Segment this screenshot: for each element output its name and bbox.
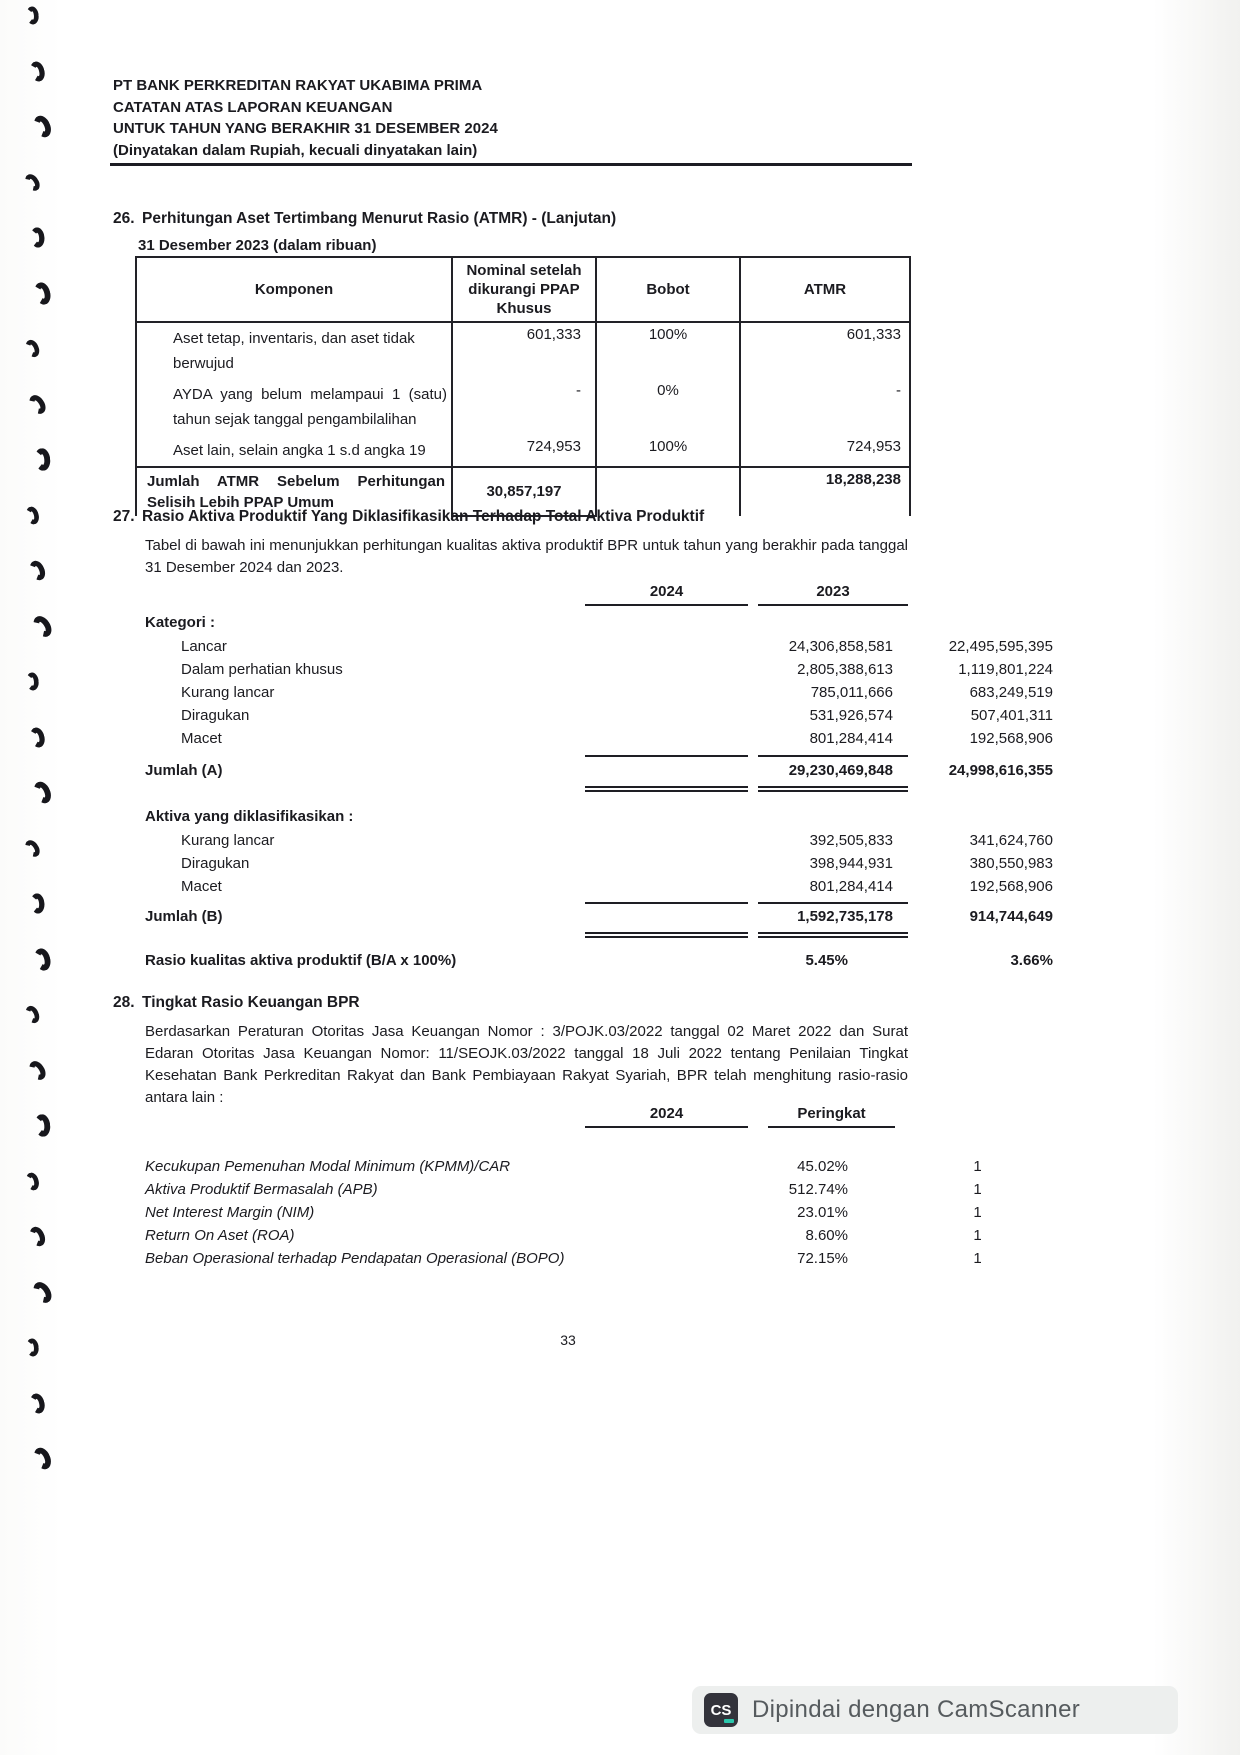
list-item: Dalam perhatian khusus 2,805,388,613 1,119,801,224 — [181, 661, 1053, 678]
row-komponen: Aset lain, selain angka 1 s.d angka 19 — [136, 435, 452, 467]
row-atmr: 601,333 — [740, 322, 910, 379]
list-item: Macet 801,284,414 192,568,906 — [181, 878, 1053, 895]
camscanner-icon: CS — [704, 1693, 738, 1727]
ratio-row: Return On Aset (ROA) 8.60% 1 — [145, 1227, 982, 1244]
atmr-table — [135, 256, 911, 517]
total-komponen: Jumlah ATMR Sebelum Perhitungan Selisih Lebih PPAP Umum — [136, 467, 452, 516]
header-rule — [110, 163, 912, 166]
double-rule — [585, 932, 748, 938]
row-atmr: - — [740, 379, 910, 435]
col-header-peringkat: Peringkat — [797, 1105, 866, 1122]
double-rule — [758, 786, 908, 792]
list-item: Diragukan 398,944,931 380,550,983 — [181, 855, 1053, 872]
col-header-2024: 2024 — [649, 583, 684, 600]
double-rule — [758, 932, 908, 938]
sum-rule — [758, 755, 908, 757]
row-nominal: 724,953 — [452, 435, 596, 467]
sum-rule — [758, 902, 908, 904]
row-bobot: 100% — [596, 322, 740, 379]
row-komponen: AYDA yang belum melampaui 1 (satu) tahun sejak tanggal pengambilalihan — [136, 379, 452, 435]
jumlah-a-row: Jumlah (A) 29,230,469,848 24,998,616,355 — [145, 762, 1053, 779]
company-name: PT BANK PERKREDITAN RAKYAT UKABIMA PRIMA — [113, 77, 483, 94]
list-item: Kurang lancar 392,505,833 341,624,760 — [181, 832, 1053, 849]
currency-note: (Dinyatakan dalam Rupiah, kecuali dinyatakan lain) — [113, 141, 478, 159]
col-underline — [585, 604, 748, 606]
camscanner-note: Dipindai dengan CamScanner — [752, 1696, 1081, 1723]
col-underline — [758, 604, 908, 606]
kategori-group-label: Kategori : — [145, 614, 216, 631]
row-bobot: 0% — [596, 379, 740, 435]
page-number: 33 — [560, 1332, 576, 1348]
sum-rule — [585, 902, 748, 904]
row-nominal: 601,333 — [452, 322, 596, 379]
col-header-2023: 2023 — [816, 583, 850, 600]
binding-marks — [0, 0, 70, 1755]
sum-rule — [585, 755, 748, 757]
atmr-col-nominal: Nominal setelah dikurangi PPAP Khusus — [452, 257, 596, 322]
section28-number: 28. — [113, 994, 135, 1011]
row-nominal: - — [452, 379, 596, 435]
aktiva-group-label: Aktiva yang diklasifikasikan : — [145, 808, 354, 825]
double-rule — [585, 786, 748, 792]
list-item: Lancar 24,306,858,581 22,495,595,395 — [181, 638, 1053, 655]
row-komponen: Aset tetap, inventaris, dan aset tidak berwujud — [136, 322, 452, 379]
ratio-row: Aktiva Produktif Bermasalah (APB) 512.74% 1 — [145, 1181, 982, 1198]
row-bobot: 100% — [596, 435, 740, 467]
atmr-col-atmr: ATMR — [740, 257, 910, 322]
total-nominal: 30,857,197 — [452, 467, 596, 516]
section27-number: 27. — [113, 508, 135, 525]
rasio-row: Rasio kualitas aktiva produktif (B/A x 100%) 5.45% 3.66% — [145, 952, 1053, 969]
section26-title: Perhitungan Aset Tertimbang Menurut Rasio (ATMR) - (Lanjutan) — [142, 210, 617, 227]
ratio-row: Kecukupan Pemenuhan Modal Minimum (KPMM)/CAR 45.02% 1 — [145, 1158, 982, 1175]
section27-title: Rasio Aktiva Produktif Yang Diklasifikasikan Terhadap Total Aktiva Produktif — [142, 508, 705, 525]
col-header-2024: 2024 — [649, 1105, 684, 1122]
atmr-col-komponen: Komponen — [136, 257, 452, 322]
section27-intro: Tabel di bawah ini menunjukkan perhitungan kualitas aktiva produktif BPR untuk tahun yang berakhir pada tanggal 31 Desember 2024 dan 2023. — [145, 537, 908, 576]
ratio-row: Net Interest Margin (NIM) 23.01% 1 — [145, 1204, 982, 1221]
document-title: CATATAN ATAS LAPORAN KEUANGAN — [113, 98, 393, 116]
section28-intro: Berdasarkan Peraturan Otoritas Jasa Keuangan Nomor : 3/POJK.03/2022 tanggal 02 Maret 2022 dan Surat Edaran Otoritas Jasa Keuangan Nomor: 11/SEOJK.03/2022 tanggal 18 Juli 2022 tentang Penilaian Tingkat Kesehatan Bank Perkreditan Rakyat dan Bank Pembiayaan Rakyat Syariah, BPR telah menghitung rasio-rasio antara lain : — [145, 1023, 908, 1106]
section26-subtitle: 31 Desember 2023 (dalam ribuan) — [138, 237, 377, 254]
list-item: Kurang lancar 785,011,666 683,249,519 — [181, 684, 1053, 701]
section26-number: 26. — [113, 210, 135, 227]
camscanner-watermark — [692, 1686, 1178, 1734]
col-underline — [768, 1126, 895, 1128]
list-item: Macet 801,284,414 192,568,906 — [181, 730, 1053, 747]
table-row — [136, 322, 910, 379]
table-row — [136, 435, 910, 467]
section28-title: Tingkat Rasio Keuangan BPR — [142, 994, 360, 1011]
total-atmr: 18,288,238 — [740, 467, 910, 516]
letterhead — [113, 75, 913, 161]
list-item: Diragukan 531,926,574 507,401,311 — [181, 707, 1053, 724]
period-line: UNTUK TAHUN YANG BERAKHIR 31 DESEMBER 2024 — [113, 120, 498, 137]
atmr-col-bobot: Bobot — [596, 257, 740, 322]
jumlah-b-row: Jumlah (B) 1,592,735,178 914,744,649 — [145, 908, 1053, 925]
ratio-row: Beban Operasional terhadap Pendapatan Operasional (BOPO) 72.15% 1 — [145, 1250, 982, 1267]
table-row — [136, 379, 910, 435]
row-atmr: 724,953 — [740, 435, 910, 467]
col-underline — [585, 1126, 748, 1128]
